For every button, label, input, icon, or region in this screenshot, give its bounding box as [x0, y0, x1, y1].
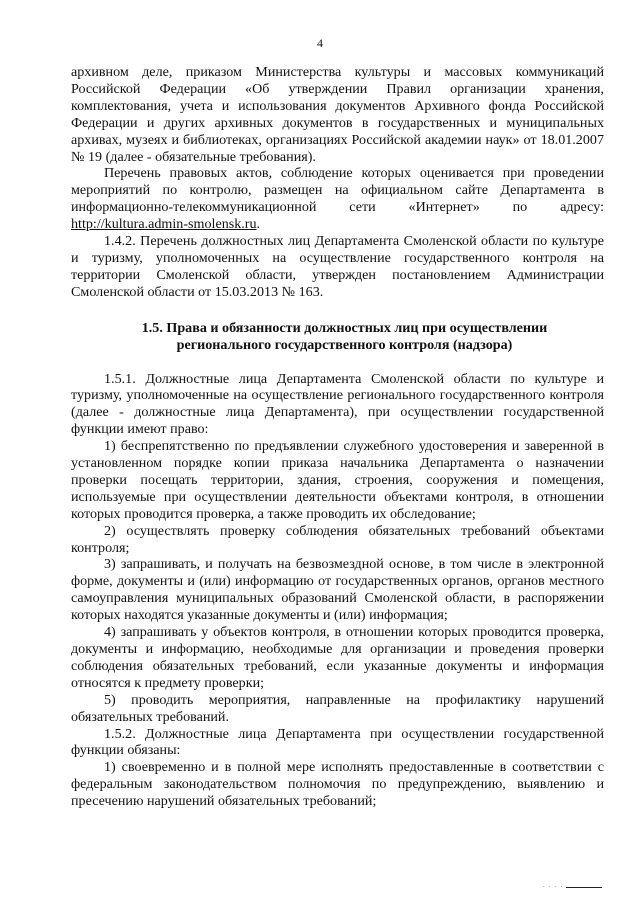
- legal-acts-text: Перечень правовых актов, соблюдение которых оценивается при проведении мероприятий по контролю, размещен на официальном сайте Департамента в информационно-телекоммуникационной сети «Интернет» по адресу:: [71, 165, 604, 216]
- right-item-4: 4) запрашивать у объектов контроля, в отношении которых проводится проверка, документы и информацию, необходимые для организации и проведения проверки соблюдения обязательных требований, если указанные документы и информация относятся к предмету проверки;: [71, 624, 604, 691]
- section-heading-line-2: регионального государственного контроля (надзора): [176, 336, 513, 353]
- section-heading-line-1: 1.5. Права и обязанности должностных лиц при осуществлении: [141, 319, 548, 336]
- right-item-2: 2) осуществлять проверку соблюдения обязательных требований объектами контроля;: [71, 522, 604, 556]
- paragraph-archive-order: архивном деле, приказом Министерства культуры и массовых коммуникаций Российской Федерации «Об утверждении Правил организации хранения, комплектования, учета и использования документов Архивного фонда Российской Федерации и других архивных документов в государственных и муниципальных архивах, музеях и библиотеках, организациях Российской академии наук» от 18.01.2007 № 19 (далее - обязательные требования).: [71, 64, 604, 165]
- spacer: [71, 301, 604, 320]
- page-number: 4: [317, 36, 323, 50]
- right-item-5: 5) проводить мероприятия, направленные на профилактику нарушений обязательных требований.: [71, 691, 604, 725]
- legal-acts-end: .: [256, 216, 261, 233]
- section-heading-1-5: [71, 320, 604, 354]
- paragraph-1-5-2: 1.5.2. Должностные лица Департамента при осуществлении государственной функции обязаны:: [71, 725, 604, 759]
- duty-item-1: 1) своевременно и в полной мере исполнять предоставленные в соответствии с федеральным законодательством полномочия по предупреждению, выявлению и пресечению нарушений обязательных требований;: [71, 759, 604, 810]
- right-item-1: 1) беспрепятственно по предъявлении служебного удостоверения и заверенной в установленном порядке копии приказа начальника Департамента о назначении проверки посещать территории, здания, строения, сооружения и помещения, используемые при осуществлении деятельности объектами контроля, в отношении которых проводится проверка, а также проводить их обследование;: [71, 438, 604, 522]
- footer-dots: · · · ·: [542, 883, 564, 891]
- footer-mark: [542, 883, 602, 891]
- department-website-link[interactable]: http://kultura.admin-smolensk.ru: [71, 216, 257, 233]
- spacer: [71, 354, 604, 371]
- right-item-3: 3) запрашивать, и получать на безвозмездной основе, в том числе в электронной форме, документы и (или) информацию от государственных органов, органов местного самоуправления муниципальных образований Смоленской области, в распоряжении которых находятся указанные документы и (или) информация;: [71, 556, 604, 624]
- paragraph-1-5-1: 1.5.1. Должностные лица Департамента Смоленской области по культуре и туризму, уполномоченные на осуществление регионального государственного контроля (далее - должностные лица Департамента), при осуществлении государственной функции имеют право:: [71, 370, 604, 438]
- paragraph-legal-acts-list: [71, 165, 604, 233]
- paragraph-1-4-2: 1.4.2. Перечень должностных лиц Департамента Смоленской области по культуре и туризму, уполномоченных на осуществление государственного контроля на территории Смоленской области, утвержден постановлением Администрации Смоленской области от 15.03.2013 № 163.: [71, 233, 604, 300]
- document-body: [71, 64, 604, 810]
- footer-line: [566, 887, 602, 888]
